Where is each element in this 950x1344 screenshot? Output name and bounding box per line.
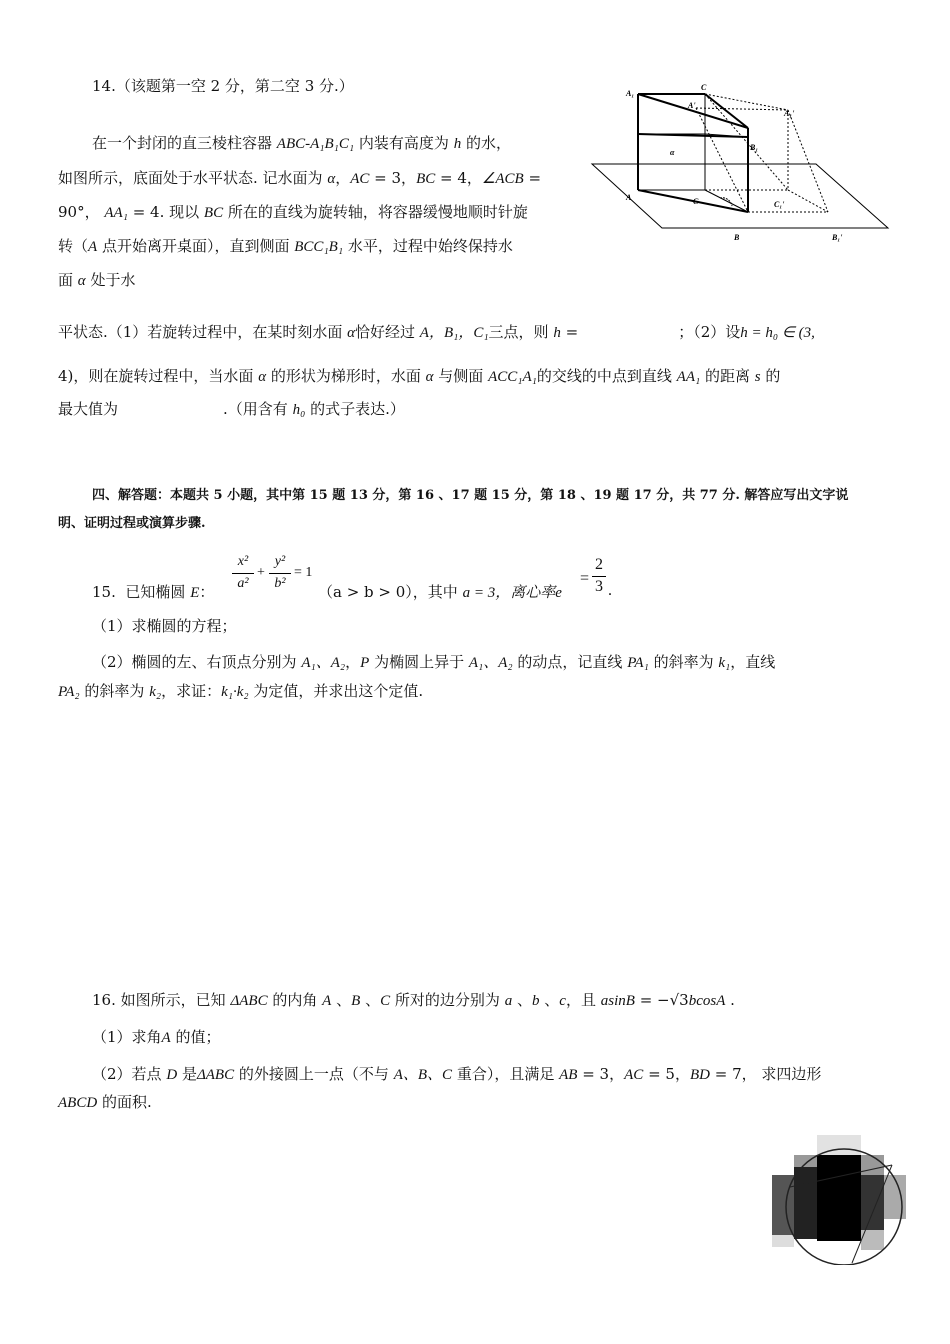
q14-line2: 如图所示，底面处于水平状态. 记水面为 α，AC = 3，BC = 4，∠ACB = — [58, 169, 542, 187]
label-c1-prime: C₁' — [774, 200, 785, 209]
label-a: A — [626, 193, 632, 202]
q15-part2-line2: PA₂ 的斜率为 k₂，求证：k₁·k₂ 为定值，并求出这个定值. — [58, 682, 424, 700]
label-a1: A₁ — [626, 89, 635, 98]
q16-part1: （1）求角A 的值； — [92, 1028, 221, 1046]
table-plane — [592, 164, 888, 228]
q15-part2-line1: （2）椭圆的左、右顶点分别为 A₁、A₂，P 为椭圆上异于 A₁、A₂ 的动点，记直线 PA₁ 的斜率为 k₁，直线 — [92, 653, 776, 671]
q14-line4: 转（A 点开始离开桌面），直到侧面 BCC₁B₁ 水平，过程中始终保持水 — [58, 237, 513, 255]
label-a-prime: A' — [688, 101, 696, 110]
q16-stem: 16. 如图所示，已知 ΔABC 的内角 A 、B 、C 所对的边分别为 a 、b 、c，且 asinB = −√3bcosA . — [92, 991, 735, 1009]
q16-part2-line1: （2）若点 D 是ΔABC 的外接圆上一点（不与 A、B、C 重合），且满足 AB = 3，AC = 5，BD = 7， 求四边形 — [92, 1065, 822, 1083]
q14-line8: 最大值为 .（用含有 h₀ 的式子表达.） — [58, 400, 405, 418]
q14-line3: 90°， AA₁ = 4. 现以 BC 所在的直线为旋转轴，将容器缓慢地顺时针旋 — [58, 203, 528, 221]
q15-num-intro: 15. 已知椭圆 E： — [92, 583, 215, 601]
label-b1-prime: B₁' — [832, 233, 843, 242]
circumcircle — [772, 1135, 906, 1265]
label-b1: B₁ — [750, 143, 759, 152]
edge-c-b1 — [705, 94, 748, 128]
q14-prism-figure — [588, 80, 898, 250]
edge-a1-b1 — [638, 94, 748, 128]
q14-line6: 平状态.（1）若旋转过程中，在某时刻水面 α恰好经过 A，B₁，C₁三点，则 h = ；（2）设h = h₀ ∈ (3, — [58, 323, 815, 341]
label-c-bottom: C — [693, 197, 699, 206]
q14-header: 14.（该题第一空 2 分，第二空 3 分.） — [92, 77, 354, 95]
label-c-top: C — [701, 83, 707, 92]
q16-part2-line2: ABCD 的面积. — [58, 1093, 152, 1111]
label-b: B — [734, 233, 740, 242]
section4-line2: 明、证明过程或演算步骤. — [58, 516, 206, 531]
label-alpha: α — [670, 148, 675, 157]
q16-circle-figure-obscured — [772, 1135, 906, 1255]
q15-condition: （a > b > 0），其中 a = 3，离心率e — [318, 583, 562, 601]
q15-part1: （1）求椭圆的方程； — [92, 617, 237, 635]
label-a1-prime: A₁' — [784, 109, 795, 118]
q14-line1: 在一个封闭的直三棱柱容器 ABC-A₁B₁C₁ 内装有高度为 h 的水， — [92, 134, 511, 152]
section4-line1: 四、解答题：本题共 5 小题，其中第 15 题 13 分，第 16 、17 题 15 分，第 18 、19 题 17 分，共 77 分. 解答应写出文字说 — [92, 488, 849, 503]
q14-line5: 面 α 处于水 — [58, 271, 136, 289]
q14-line7: 4)，则在旋转过程中，当水面 α 的形状为梯形时，水面 α 与侧面 ACC₁A₁的交线的中点到直线 AA₁ 的距离 s 的 — [58, 367, 781, 385]
